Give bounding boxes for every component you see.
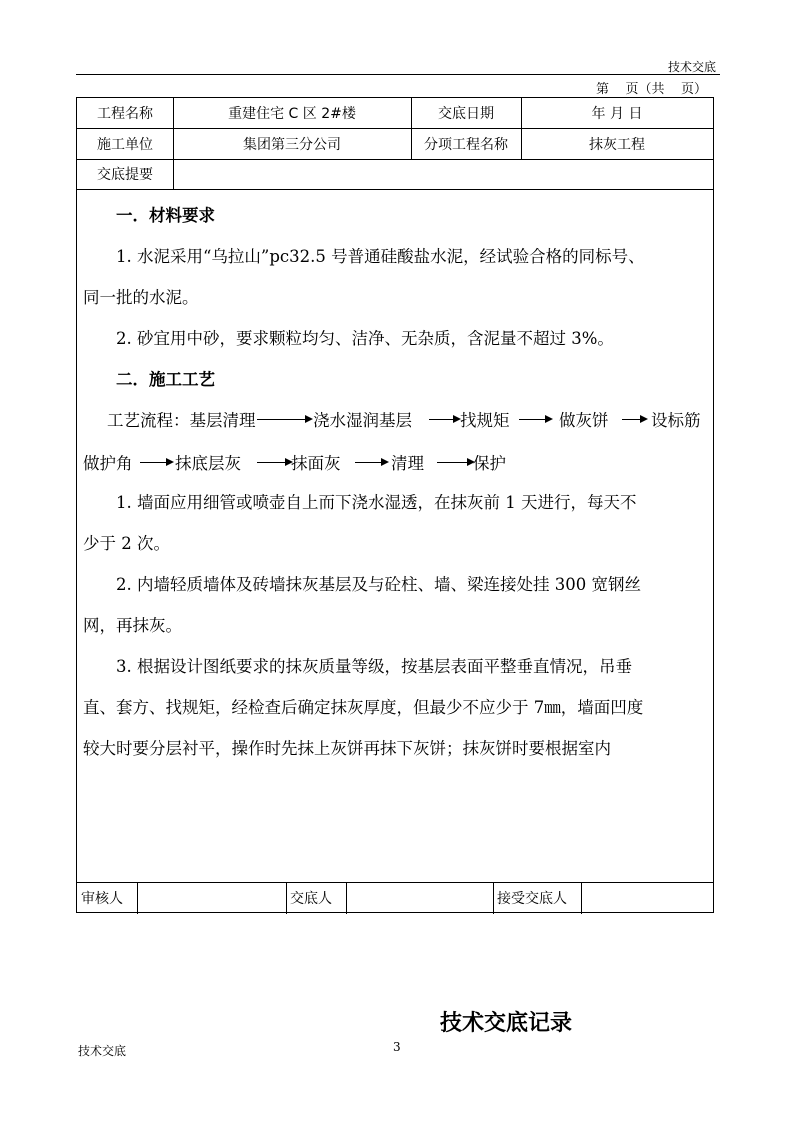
flow-step: 做护角 — [83, 454, 133, 473]
header-label: 技术交底 — [667, 60, 716, 74]
paragraph-line: 1. 墙面应用细管或喷壶自上而下浇水湿透，在抹灰前 1 天进行，每天不 — [116, 493, 637, 512]
summary-label: 交底提要 — [97, 167, 153, 183]
row-divider — [77, 189, 713, 190]
arrow-right-icon — [519, 419, 551, 420]
arrow-right-icon — [257, 462, 291, 463]
arrow-right-icon — [140, 462, 172, 463]
construction-unit-value: 集团第三分公司 — [243, 136, 341, 153]
paragraph-line: 1. 水泥采用“乌拉山”pc32.5 号普通硅酸盐水泥，经试验合格的同标号、 — [116, 247, 645, 266]
disclosure-date-label: 交底日期 — [438, 106, 494, 122]
reviewer-label: 审核人 — [81, 891, 123, 907]
arrow-right-icon — [437, 462, 473, 463]
arrow-right-icon — [355, 462, 387, 463]
construction-steps — [83, 482, 707, 769]
paragraph-line: 网，再抹灰。 — [83, 616, 182, 635]
flow-step: 浇水湿润基层 — [313, 411, 412, 430]
paragraph-line: 较大时要分层衬平，操作时先抹上灰饼再抹下灰饼；抹灰饼时要根据室内 — [83, 739, 611, 758]
section-heading: 二．施工工艺 — [116, 370, 215, 389]
footer-label: 技术交底 — [78, 1044, 127, 1058]
flow-step: 工艺流程：基层清理 — [107, 411, 256, 430]
col-divider — [137, 882, 138, 914]
record-title: 技术交底记录 — [440, 1010, 573, 1036]
flow-step: 保护 — [473, 454, 506, 473]
flow-step: 设标筋 — [651, 411, 701, 430]
discloser-label: 交底人 — [290, 891, 332, 907]
paragraph-line: 少于 2 次。 — [83, 534, 170, 553]
paragraph-line: 同一批的水泥。 — [83, 288, 199, 307]
flow-step: 抹面灰 — [291, 454, 341, 473]
flow-step: 做灰饼 — [559, 411, 609, 430]
project-name-label: 工程名称 — [97, 106, 153, 122]
row-divider — [77, 882, 713, 883]
disclosure-content — [83, 195, 707, 400]
page-info: 第 页（共 页） — [596, 82, 708, 97]
paragraph-line: 直、套方、找规矩，经检查后确定抹灰厚度，但最少不应少于 7㎜，墙面凹度 — [83, 698, 644, 717]
flow-step: 清理 — [391, 454, 424, 473]
construction-unit-label: 施工单位 — [97, 136, 153, 153]
col-divider — [581, 882, 582, 914]
col-divider — [346, 882, 347, 914]
project-name-value: 重建住宅 C 区 2#楼 — [228, 106, 356, 122]
paragraph-line: 3. 根据设计图纸要求的抹灰质量等级，按基层表面平整垂直情况，吊垂 — [116, 657, 632, 676]
sub-project-value: 抹灰工程 — [589, 136, 645, 153]
paragraph-line: 2. 内墙轻质墙体及砖墙抹灰基层及与砼柱、墙、梁连接处挂 300 宽钢丝 — [116, 575, 641, 594]
flow-step: 抹底层灰 — [175, 454, 241, 473]
sub-project-label: 分项工程名称 — [424, 136, 508, 153]
page-number: 3 — [393, 1040, 401, 1054]
receiver-label: 接受交底人 — [497, 891, 567, 907]
arrow-right-icon — [429, 419, 459, 420]
paragraph-line: 2. 砂宜用中砂，要求颗粒均匀、洁净、无杂质，含泥量不超过 3%。 — [116, 329, 614, 348]
arrow-right-icon — [622, 419, 646, 420]
section-heading: 一．材料要求 — [116, 206, 215, 225]
header-rule — [76, 74, 720, 75]
arrow-right-icon — [257, 419, 311, 420]
disclosure-table — [76, 97, 714, 913]
disclosure-date-value: 年 月 日 — [591, 106, 643, 122]
flow-step: 找规矩 — [460, 411, 510, 430]
